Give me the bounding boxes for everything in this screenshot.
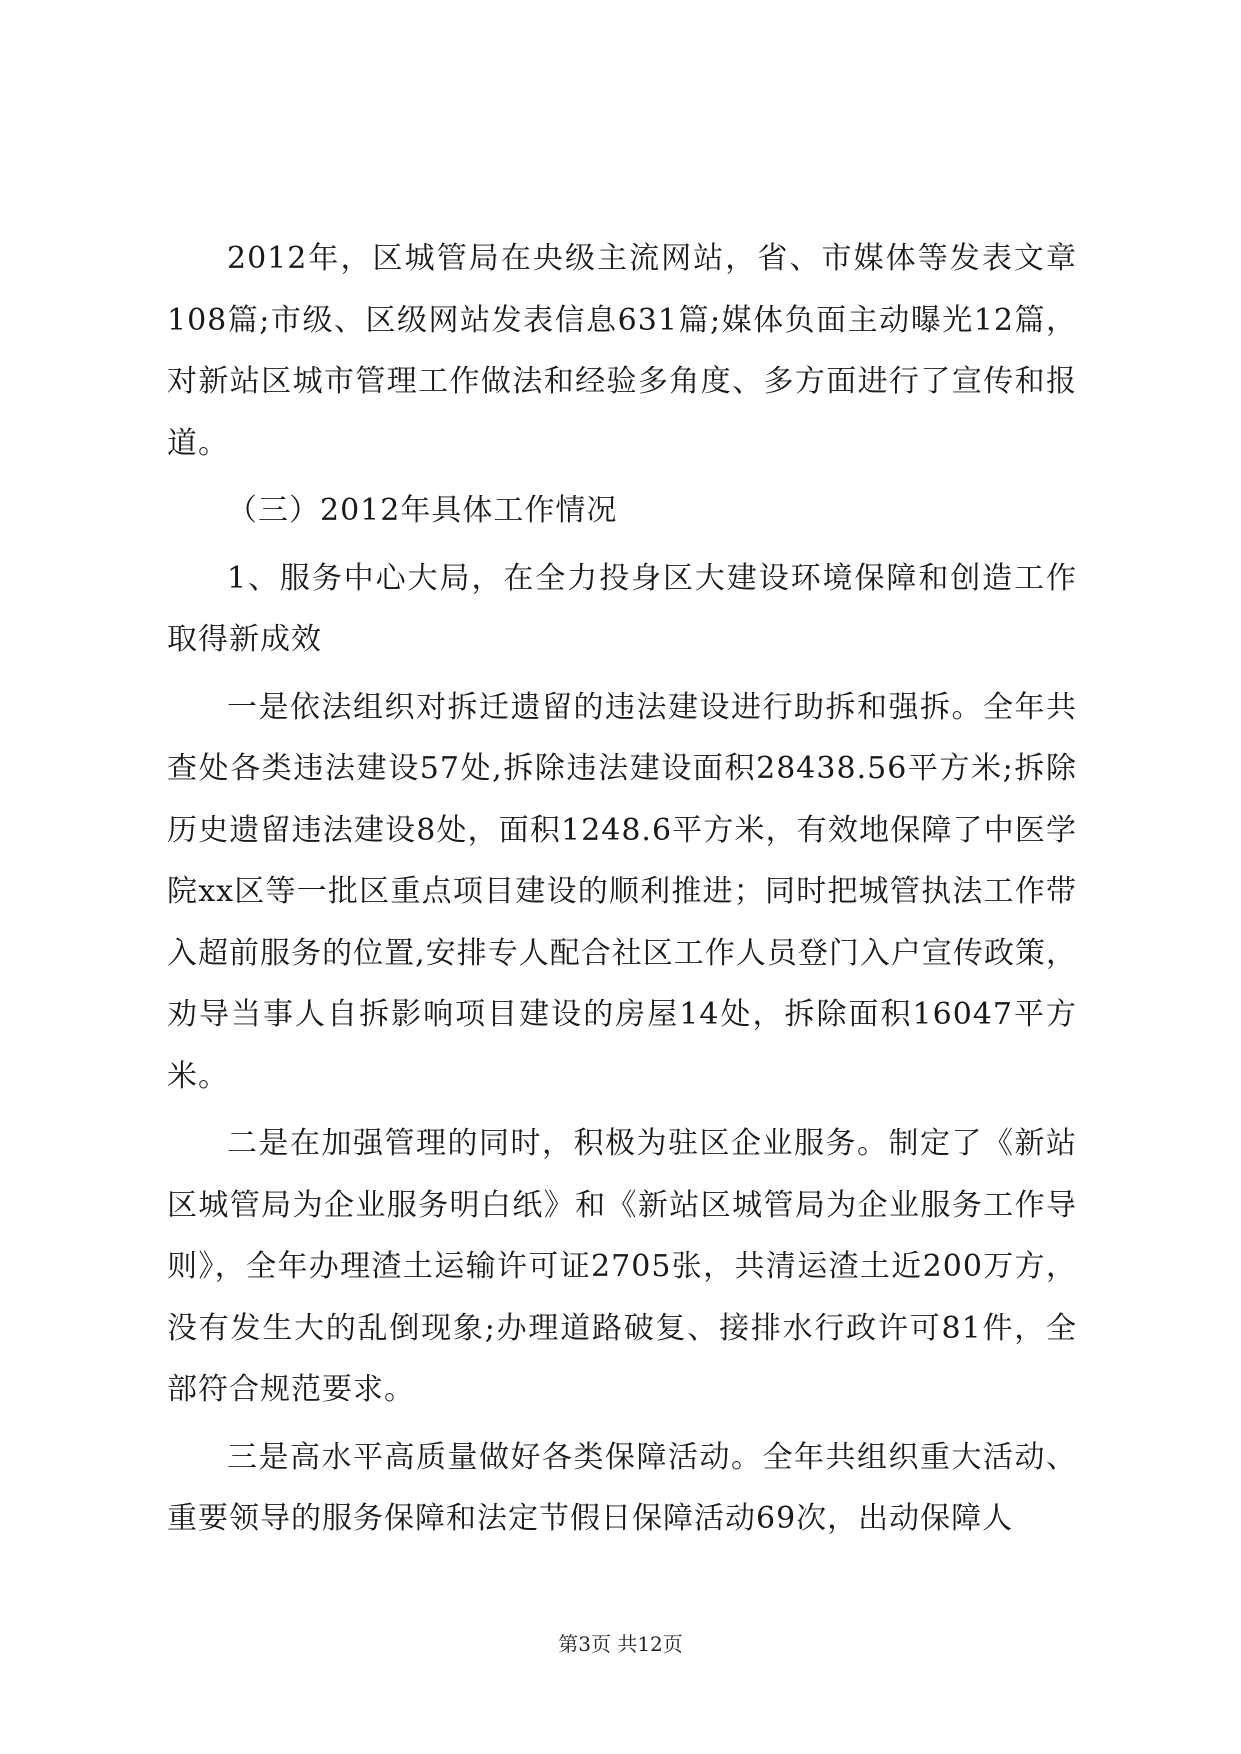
paragraph-enterprise-service: 二是在加强管理的同时，积极为驻区企业服务。制定了《新站区城管局为企业服务明白纸》和《新站区城管局为企业服务工作导则》，全年办理渣土运输许可证2705张，共清运渣土近200万方，没有发生大的乱倒现象;办理道路破复、接排水行政许可81件，全部符合规范要求。 [167, 1126, 1077, 1407]
section-heading-2012-work: （三）2012年具体工作情况 [227, 493, 618, 528]
paragraph-media-publicity: 2012年，区城管局在央级主流网站，省、市媒体等发表文章108篇;市级、区级网站发表信息631篇;媒体负面主动曝光12篇，对新站区城市管理工作做法和经验多角度、多方面进行了宣传和报道。 [167, 241, 1077, 461]
document-body [167, 228, 1077, 1550]
paragraph-event-support: 三是高水平高质量做好各类保障活动。全年共组织重大活动、重要领导的服务保障和法定节假日保障活动69次，出动保障人 [167, 1439, 1077, 1536]
paragraph-demolition: 一是依法组织对拆迁遗留的违法建设进行助拆和强拆。全年共查处各类违法建设57处,拆除违法建设面积28438.56平方米;拆除历史遗留违法建设8处，面积1248.6平方米，有效地保障了中医学院xx区等一批区重点项目建设的顺利推进；同时把城管执法工作带入超前服务的位置,安排专人配合社区工作人员登门入户宣传政策，劝导当事人自拆影响项目建设的房屋14处，拆除面积16047平方米。 [167, 689, 1077, 1094]
page-footer: 第3页 共12页 [558, 1632, 683, 1656]
subsection-heading-1: 1、服务中心大局，在全力投身区大建设环境保障和创造工作取得新成效 [167, 560, 1077, 657]
